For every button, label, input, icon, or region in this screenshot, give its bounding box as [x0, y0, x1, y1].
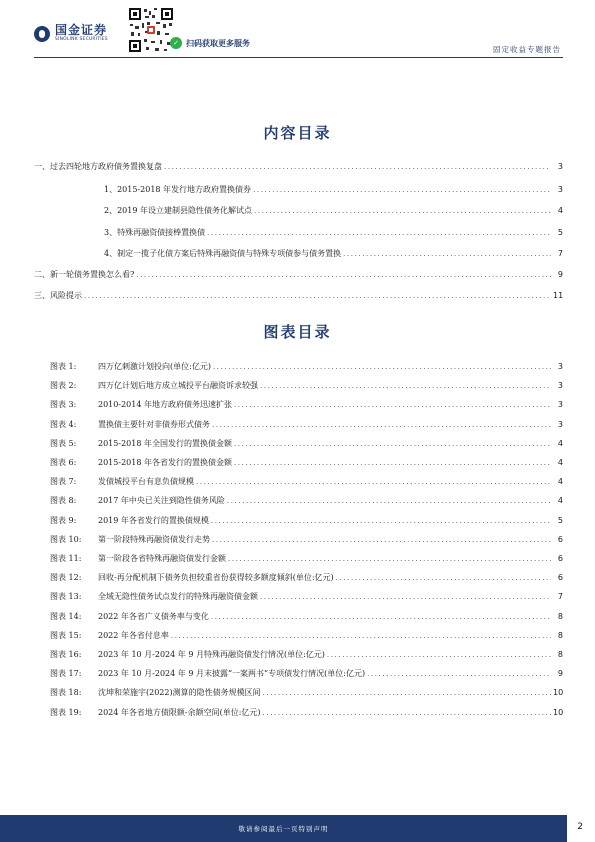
- figure-label: 图表 7:: [50, 477, 77, 487]
- figure-entry[interactable]: [50, 630, 563, 641]
- figure-entry[interactable]: [50, 380, 563, 391]
- figure-title: 沈坤和荣施宇(2022)测算的隐性债务规模区间: [98, 688, 261, 698]
- figure-page: 6: [557, 534, 563, 544]
- dot-leader: [343, 250, 551, 258]
- toc-entry[interactable]: [104, 184, 563, 195]
- figure-label: 图表 15:: [50, 630, 82, 640]
- logo-english-name: SINOLINK SECURITIES: [55, 37, 108, 42]
- figure-title: 2023 年 10 月-2024 年 9 月末披露“一案两书”专项债发行情况(单位:亿元): [98, 669, 366, 679]
- figure-entry[interactable]: [50, 572, 563, 583]
- figure-page: 4: [557, 458, 563, 467]
- figure-page: 3: [557, 400, 563, 410]
- figure-label: 图表 10:: [50, 534, 82, 544]
- figure-title: 回收-再分配机制下债务负担较重省份获得较多额度倾斜(单位:亿元): [98, 573, 334, 583]
- figure-entry[interactable]: [50, 399, 563, 410]
- sinolink-logo: [34, 24, 108, 43]
- figure-entry[interactable]: [50, 649, 563, 660]
- figure-label: 图表 2:: [50, 381, 77, 391]
- figure-entry[interactable]: [50, 687, 563, 698]
- figure-entry[interactable]: [50, 668, 563, 679]
- toc-entry-title: 一、过去四轮地方政府债务置换复盘: [34, 162, 162, 171]
- toc-entry[interactable]: [34, 161, 563, 172]
- toc-entry[interactable]: [104, 248, 563, 259]
- dot-leader: [164, 163, 551, 171]
- footer-disclaimer: 敬请参阅最后一页特别声明: [238, 825, 329, 833]
- toc-entry-title: 二、新一轮债务置换怎么看?: [34, 270, 135, 279]
- figure-label: 图表 19:: [50, 707, 82, 717]
- figure-entry[interactable]: [50, 591, 563, 602]
- figure-label: 图表 3:: [50, 400, 77, 410]
- figure-entry[interactable]: [50, 361, 563, 372]
- dot-leader: [211, 517, 551, 525]
- dot-leader: [84, 292, 551, 300]
- figure-entry[interactable]: [50, 515, 563, 526]
- dot-leader: [171, 632, 551, 640]
- figure-label: 图表 8:: [50, 496, 77, 506]
- dot-leader: [227, 497, 551, 505]
- dot-leader: [263, 689, 551, 697]
- figure-entry[interactable]: [50, 707, 563, 718]
- figure-label: 图表 5:: [50, 438, 77, 448]
- figure-label: 图表 14:: [50, 611, 82, 621]
- figure-title: 2017 年中央已关注到隐性债务风险: [98, 496, 225, 506]
- dot-leader: [234, 401, 551, 409]
- dot-leader: [207, 229, 551, 237]
- figure-page: 3: [557, 419, 563, 429]
- toc-entry[interactable]: [34, 290, 563, 301]
- figure-page: 9: [557, 669, 563, 679]
- figure-entry[interactable]: [50, 457, 563, 468]
- figure-title: 2024 年各省地方债限额-余额空间(单位:亿元): [98, 707, 261, 717]
- figure-label: 图表 4:: [50, 419, 77, 429]
- figure-page: 4: [557, 438, 563, 448]
- figure-label: 图表 1:: [50, 362, 77, 371]
- toc-entry-page: 4: [557, 206, 563, 215]
- toc-entry[interactable]: [104, 227, 563, 238]
- dot-leader: [260, 593, 551, 601]
- figure-page: 7: [557, 592, 563, 602]
- figure-entry[interactable]: [50, 495, 563, 506]
- figure-entry[interactable]: [50, 534, 563, 545]
- contents-title: 内容目录: [263, 124, 332, 142]
- figure-title: 发债城投平台有息负债规模: [98, 477, 194, 487]
- figure-page: 10: [553, 688, 564, 698]
- dot-leader: [254, 207, 551, 215]
- qr-code-icon[interactable]: [127, 6, 175, 54]
- figure-entry[interactable]: [50, 553, 563, 564]
- toc-entry-page: 11: [553, 291, 564, 300]
- dot-leader: [212, 536, 551, 544]
- figure-page: 8: [557, 611, 563, 621]
- sinolink-logo-icon: [34, 26, 50, 42]
- dot-leader: [211, 613, 551, 621]
- toc-entry-title: 2、2019 年设立建制县隐性债务化解试点: [104, 206, 252, 215]
- figure-page: 6: [557, 573, 563, 583]
- toc-entry-title: 1、2015-2018 年发行地方政府置换债券: [104, 185, 252, 194]
- toc-entry-page: 7: [557, 249, 563, 258]
- figures-title: 图表目录: [263, 323, 332, 341]
- figure-page: 3: [557, 362, 563, 371]
- wechat-icon: ✓: [170, 37, 182, 49]
- dot-leader: [263, 709, 551, 717]
- figure-entry[interactable]: [50, 419, 563, 430]
- toc-entry-title: 三、风险提示: [34, 291, 82, 300]
- toc-entry-page: 3: [557, 162, 563, 171]
- toc-entry[interactable]: [34, 269, 563, 280]
- figure-title: 全域无隐性债务试点发行的特殊再融资债金额: [98, 592, 258, 602]
- figure-page: 8: [557, 630, 563, 640]
- figure-title: 四万亿刺激计划投向(单位:亿元): [98, 362, 211, 371]
- dot-leader: [136, 271, 551, 279]
- dot-leader: [327, 651, 551, 659]
- dot-leader: [234, 459, 551, 467]
- figure-label: 图表 16:: [50, 650, 82, 659]
- figure-title: 第一阶段特殊再融资债发行走势: [98, 534, 210, 544]
- dot-leader: [212, 421, 551, 429]
- dot-leader: [234, 440, 551, 448]
- figure-label: 图表 12:: [50, 573, 82, 583]
- figure-title: 2023 年 10 月-2024 年 9 月特殊再融资债发行情况(单位:亿元): [98, 650, 325, 659]
- figure-title: 2019 年各省发行的置换债规模: [98, 515, 209, 525]
- toc-entry-title: 3、特殊再融资债接棒置换债: [104, 228, 206, 237]
- dot-leader: [196, 478, 551, 486]
- header-divider: [34, 57, 563, 58]
- figure-label: 图表 9:: [50, 515, 77, 525]
- figure-label: 图表 13:: [50, 592, 82, 602]
- figure-page: 5: [557, 515, 563, 525]
- dot-leader: [336, 574, 551, 582]
- figure-label: 图表 11:: [50, 554, 82, 563]
- page-header: [0, 0, 595, 64]
- figure-entry[interactable]: [50, 438, 563, 449]
- logo-chinese-name: 国金证券: [55, 23, 108, 37]
- qr-caption[interactable]: 扫码获取更多服务: [186, 39, 250, 48]
- page-number: 2: [577, 822, 583, 832]
- figure-title: 2015-2018 年全国发行的置换债金额: [98, 438, 232, 448]
- dot-leader: [213, 363, 551, 371]
- figure-label: 图表 17:: [50, 669, 82, 679]
- figure-page: 4: [557, 477, 563, 487]
- figure-entry[interactable]: [50, 476, 563, 487]
- figure-title: 四万亿计划后地方成立城投平台融资诉求较强: [98, 381, 258, 391]
- figure-title: 第一阶段各省特殊再融资债发行金额: [98, 554, 226, 563]
- figure-label: 图表 18:: [50, 688, 82, 698]
- figure-page: 8: [557, 650, 563, 659]
- figure-title: 2010-2014 年地方政府债务迅速扩张: [98, 400, 232, 410]
- toc-entry[interactable]: [104, 205, 563, 216]
- dot-leader: [260, 382, 551, 390]
- dot-leader: [253, 186, 551, 194]
- dot-leader: [228, 555, 551, 563]
- figure-title: 2022 年各省付息率: [98, 630, 169, 640]
- figure-title: 2022 年各省广义债务率与变化: [98, 611, 209, 621]
- toc-entry-page: 9: [557, 270, 563, 279]
- figure-page: 6: [557, 554, 563, 563]
- figure-title: 2015-2018 年各省发行的置换债金额: [98, 458, 232, 467]
- toc-entry-page: 3: [557, 185, 563, 194]
- figure-page: 10: [553, 707, 564, 717]
- toc-entry-title: 4、制定一揽子化债方案后特殊再融资债与特殊专项债参与债务置换: [104, 249, 342, 258]
- figure-title: 置换债主要针对非债券形式债务: [98, 419, 210, 429]
- report-type: 固定收益专题报告: [493, 45, 561, 54]
- figure-label: 图表 6:: [50, 458, 77, 467]
- figure-page: 4: [557, 496, 563, 506]
- toc-entry-page: 5: [557, 228, 563, 237]
- dot-leader: [367, 670, 551, 678]
- figure-entry[interactable]: [50, 611, 563, 622]
- figure-page: 3: [557, 381, 563, 391]
